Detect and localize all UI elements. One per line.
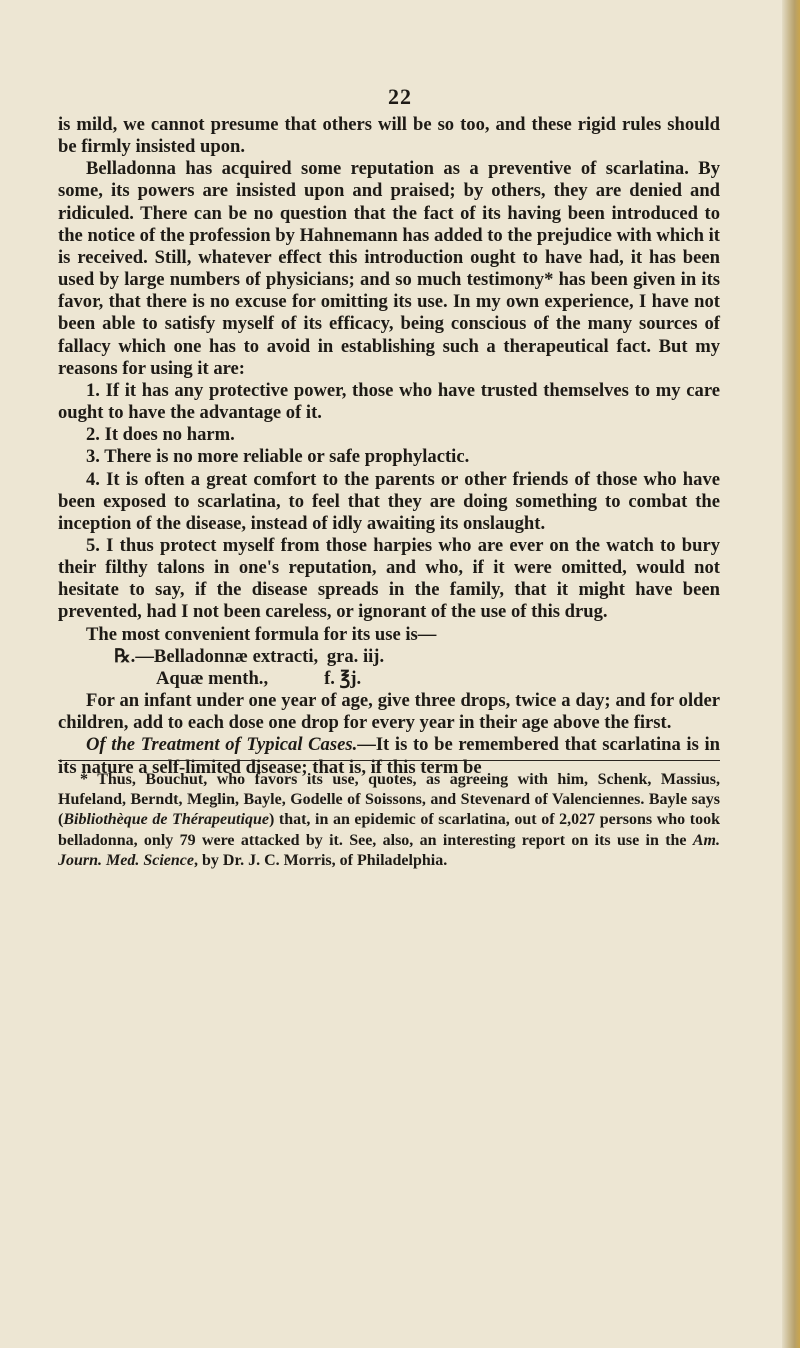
rx-symbol: ℞.: [114, 645, 136, 667]
prescription-line-1: [58, 646, 720, 668]
page-edge: [782, 0, 800, 1348]
prescription-line-2: [58, 668, 720, 690]
footnote: [58, 770, 720, 871]
reason-item-2: 2. It does no harm.: [86, 424, 235, 446]
section-heading: Of the Treatment of Typical Cases.: [86, 734, 358, 756]
paragraph-continuation: is mild, we cannot presume that others will be so too, and these rigid rules should be firmly insisted upon.: [58, 114, 720, 158]
reason-item-3: 3. There is no more reliable or safe prophylactic.: [86, 446, 470, 468]
rx-ingredient-2: Aquæ menth.,: [156, 667, 269, 689]
footnote-rule: [58, 760, 720, 761]
footnote-text: [58, 770, 720, 871]
formula-intro: The most convenient formula for its use is—: [86, 623, 437, 645]
section-text: —It is to be remembered that scarlatina is in its nature a self-limited disease; that is, if this term be: [58, 734, 720, 778]
footnote-part-2: ) that, in an epidemic of scarlatina, out of 2,027 persons who took belladonna, only 79 were attacked by it. See, also, an interesting report on its use in the: [58, 811, 720, 849]
reason-item-5: 5. I thus protect myself from those harpies who are ever on the watch to bury their filthy talons in one's reputation, and who, if it were omitted, would not hesitate to say, if the disease spreads in the family, that it might have been prevented, had I not been careless, or ignorant of the use of this drug.: [58, 534, 720, 623]
rx-amount-2: f. ℥j.: [324, 667, 362, 689]
footnote-title-1: Bibliothèque de Thérapeutique: [63, 811, 269, 829]
page-number: 22: [388, 84, 412, 109]
reason-item-4: 4. It is often a great comfort to the parents or other friends of those who have been exposed to scarlatina, to feel that they are doing something to combat the inception of the disease, instead of idly awaiting its onslaught.: [58, 468, 720, 534]
rx-ingredient-1: —Belladonnæ extracti,: [135, 645, 319, 667]
reason-item-1: 1. If it has any protective power, those who have trusted themselves to my care ought to have the advantage of it.: [58, 379, 720, 424]
footnote-part-1: * Thus, Bouchut, who favors its use, quotes, as agreeing with him, Schenk, Massius, Hufeland, Berndt, Meglin, Bayle, Godelle of Soissons, and Stevenard of Valenciennes. Bayle says (: [58, 771, 720, 829]
paragraph-belladonna: Belladonna has acquired some reputation as a preventive of scarlatina. By some, its powers are insisted upon and praised; by others, they are denied and ridiculed. There can be no question that the fact of its having been introduced to the notice of the profession by Hahnemann has added to the prejudice with which it is received. Still, whatever effect this introduction ought to have had, it has been used by large numbers of physicians; and so much testimony* has been given in its favor, that there is no excuse for omitting its use. In my own experience, I have not been able to satisfy myself of its efficacy, being conscious of the many sources of fallacy which one has to avoid in establishing such a therapeutical fact. But my reasons for using it are:: [58, 158, 720, 379]
footnote-part-3: , by Dr. J. C. Morris, of Philadelphia.: [194, 851, 448, 869]
footnote-title-2: Am. Journ. Med. Science: [58, 831, 720, 869]
rx-amount-1: gra. iij.: [326, 645, 385, 667]
dosage-paragraph: For an infant under one year of age, give three drops, twice a day; and for older children, add to each dose one drop for every year in their age above the first.: [58, 690, 720, 734]
main-text: [58, 114, 720, 779]
